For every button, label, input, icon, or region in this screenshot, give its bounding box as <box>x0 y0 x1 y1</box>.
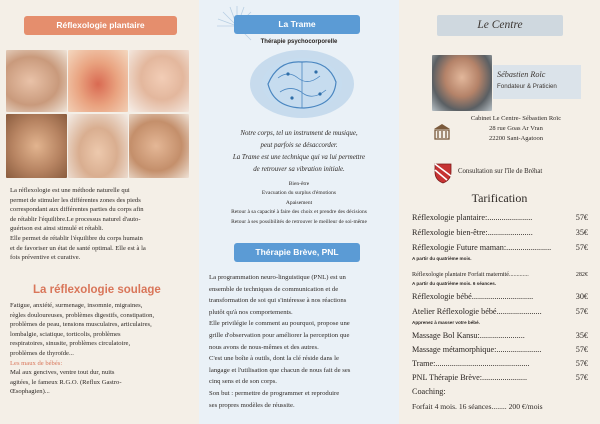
consultation-text: Consultation sur l'île de Bréhat <box>458 168 543 175</box>
building-icon <box>433 123 451 141</box>
la-trame-pill: La Trame <box>234 15 360 34</box>
address-block: Cabinet Le Centre- Sébastien Roïc 28 rue Goas Ar Vran 22200 Sant-Agatoon <box>470 115 562 142</box>
baby-photo <box>129 50 189 112</box>
photo-collage <box>6 50 189 178</box>
trame-quote: Notre corps, tel un instrument de musique, peut parfois se désaccorder. La Trame est une technique qui va lui permettre de retrouver sa vibration initiale. <box>232 130 366 173</box>
reflexologie-pill: Réflexologie plantaire <box>24 16 177 35</box>
practitioner-role: Fondateur & Praticien <box>497 83 557 90</box>
relief-list: Fatigue, anxiété, surmenage, insomnie, migraines, règles douloureuses, problèmes digestifs, constipation, problèmes de peau, tensions musculaires, articulaires, lombalgie, sciatique, torticolis, problèmes respiratoires, sinusite, problèmes circulatoire, problèmes de thyroïde... Les maux de bébés: Mal aux gencives, ventre tout dur, nuits agitées, le fameux R.G.O. (Reflux Gastro- Œsophagien)... <box>10 301 199 397</box>
babies-heading: Les maux de bébés: <box>10 359 63 367</box>
price-row-plantaire: Réflexologie plantaire:...................... 57€ <box>412 213 588 222</box>
pregnant-belly-photo <box>6 50 67 112</box>
therapie-breve-pill: Thérapie Brève, PNL <box>234 243 360 262</box>
avatar <box>432 55 492 111</box>
price-row-bol-kansu: Massage Bol Kansu:...................... 35€ <box>412 331 588 340</box>
price-row-metamorphique: Massage métamorphique:...................... 57€ <box>412 345 588 354</box>
trame-subtitle: Thérapie psychocorporelle <box>260 39 338 45</box>
price-row-atelier-bebe: Atelier Réflexologie bébé...................... 57€ <box>412 307 588 316</box>
pricing-title: Tarification <box>471 191 528 205</box>
note-six-seances: A partir du quatrième mois. 6 séances. <box>412 281 497 286</box>
foot-chart-photo <box>68 50 128 112</box>
le-centre-title: Le Centre <box>437 15 563 36</box>
brain-illustration <box>248 48 356 120</box>
price-row-future-maman: Réflexologie Future maman:...................... 57€ <box>412 243 588 252</box>
note-masser-bebe: Apprenez à masser votre bébé. <box>412 320 480 325</box>
relief-heading: La réflexologie soulage <box>33 284 161 296</box>
note-quatrieme-mois: A partir du quatrième mois. <box>412 256 472 261</box>
pnl-description: La programmation neuro-linguistique (PNL) est un ensemble de techniques de communication et de transformation de soi qui s'intéresse à nos réactions plutôt qu'à nos comportements. Elle privilégie le comment au pourquoi, propose une grille d'observation pour améliorer la perception que nous avons de nous-mêmes et des autres. C'est une boîte à outils, dont la clé réside dans le langage et l'utilisation que chacun de nous fait de ses cinq sens et de son corps. Son but : permettre de programmer et reproduire ses propres modèles de réussite. <box>209 274 351 409</box>
price-row-bebe: Réflexologie bébé.............................. 30€ <box>412 292 588 301</box>
practitioner-name: Sébastien Roïc <box>497 70 546 79</box>
coaching-forfait: Forfait 4 mois. 16 séances........ 200 €/mois <box>412 402 543 411</box>
coat-of-arms-icon <box>433 162 453 184</box>
price-row-trame: Trame:.............................................. 57€ <box>412 359 588 368</box>
price-row-bien-etre: Réflexologie bien-être:...................... 35€ <box>412 228 588 237</box>
price-row-pnl: PNL Thérapie Brève:...................... 57€ <box>412 373 588 382</box>
price-row-forfait-maternite: Réflexologie plantaire Forfait maternité............. 282€ <box>412 270 588 281</box>
bare-feet-photo <box>68 114 128 178</box>
trame-benefits: Bien-être Evacuation du surplus d'émotions Apaisement Retour à sa capacité à faire des choix et prendre des décisions Retour à ses possibilités de retrouver le meilleur de soi-même <box>231 181 367 225</box>
hands-on-feet-photo <box>129 114 189 178</box>
coaching-label: Coaching: <box>412 387 446 396</box>
reflexologie-intro: La réflexologie est une méthode naturelle qui permet de stimuler les différentes zones des pieds correspondant aux différentes parties du corps afin de rétablir l'équilibre.Le processus naturel d'auto- guérison est ainsi stimulé et rétabli. Elle permet de rétablir l'équilibre du corps humain et de favoriser un état de santé optimal. Elle est à la fois préventive et curative. <box>10 187 146 262</box>
foot-massage-photo <box>6 114 67 178</box>
